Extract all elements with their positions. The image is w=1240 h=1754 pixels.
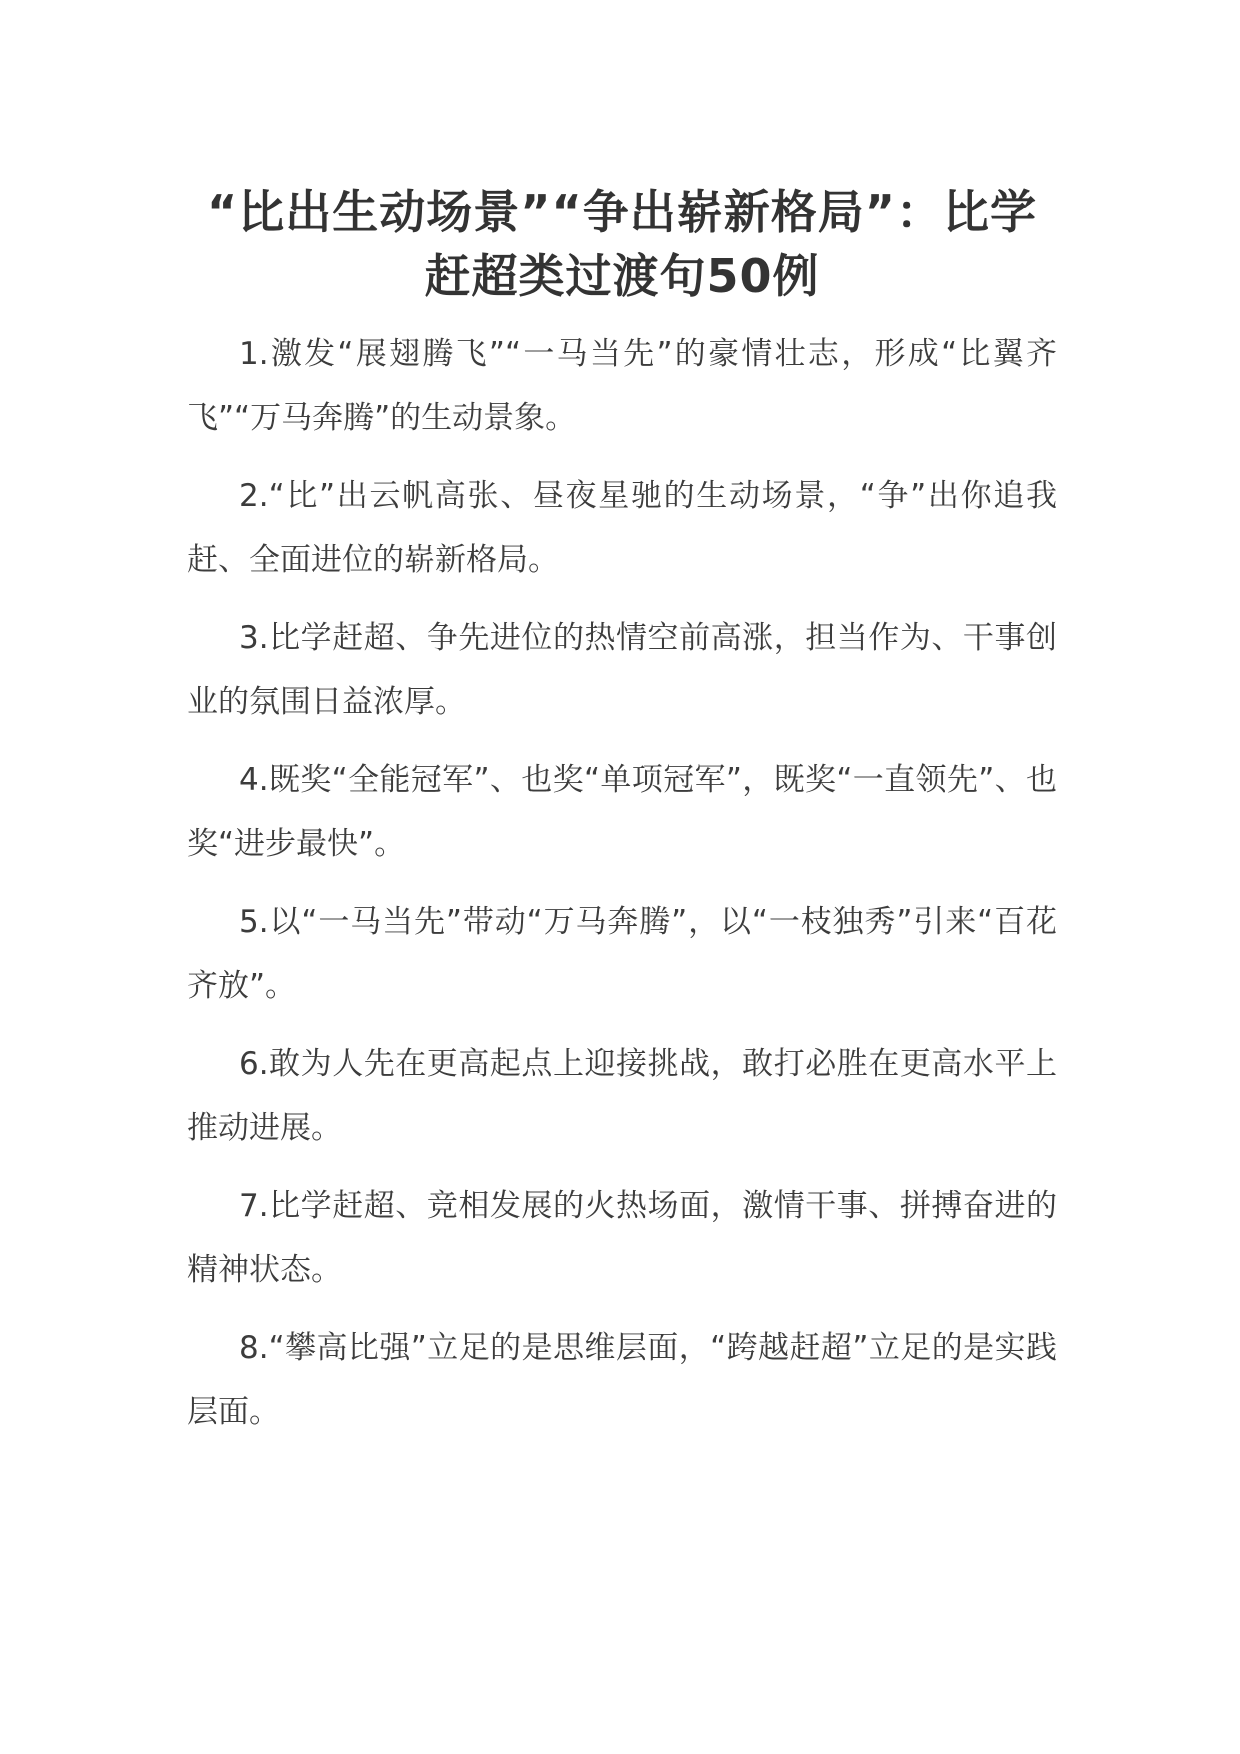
list-item: 4.既奖“全能冠军”、也奖“单项冠军”，既奖“一直领先”、也奖“进步最快”。 — [187, 762, 1057, 862]
list-item: 6.敢为人先在更高起点上迎接挑战，敢打必胜在更高水平上推动进展。 — [187, 1046, 1057, 1146]
list-item: 7.比学赶超、竞相发展的火热场面，激情干事、拼搏奋进的精神状态。 — [187, 1188, 1057, 1288]
document-page — [187, 180, 1057, 1444]
list-item: 5.以“一马当先”带动“万马奔腾”，以“一枝独秀”引来“百花齐放”。 — [187, 904, 1057, 1004]
document-title: “比出生动场景”“争出崭新格局”：比学赶超类过渡句50例 — [207, 185, 1037, 303]
list-item: 2.“比”出云帆高张、昼夜星驰的生动场景，“争”出你追我赶、全面进位的崭新格局。 — [187, 478, 1057, 578]
list-item: 3.比学赶超、争先进位的热情空前高涨，担当作为、干事创业的氛围日益浓厚。 — [187, 620, 1057, 720]
list-item: 8.“攀高比强”立足的是思维层面，“跨越赶超”立足的是实践层面。 — [187, 1330, 1057, 1430]
list-item: 1.激发“展翅腾飞”“一马当先”的豪情壮志，形成“比翼齐飞”“万马奔腾”的生动景象。 — [187, 336, 1057, 436]
